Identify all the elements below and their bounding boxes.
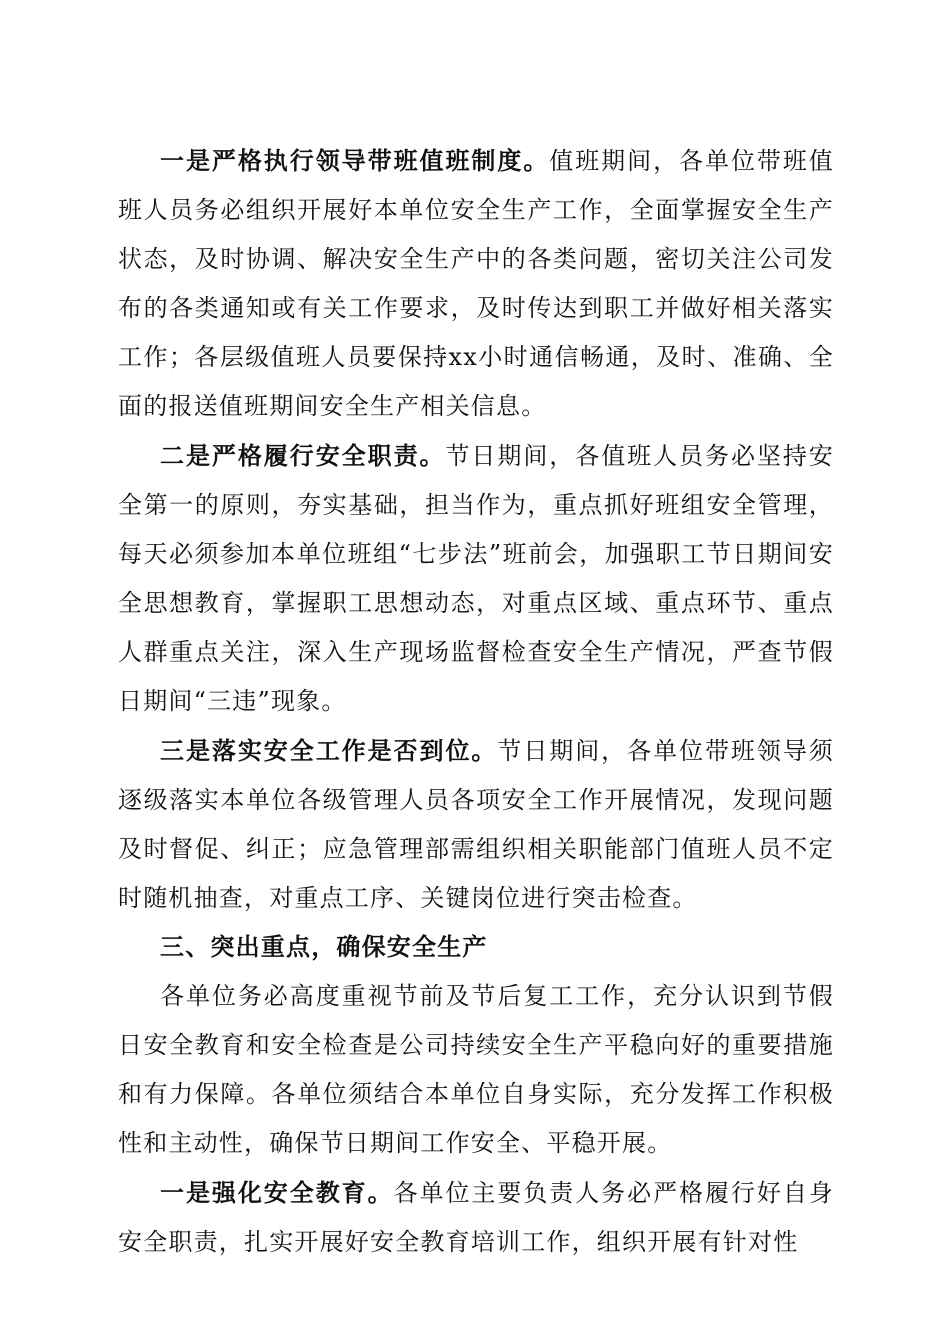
paragraph-safety-education xyxy=(118,1168,834,1267)
paragraph-duty-system xyxy=(118,136,834,431)
paragraph-safety-duties xyxy=(118,431,834,726)
paragraph-text: 节日期间，各值班人员务必坚持安全第一的原则，夯实基础，担当作为，重点抓好班组安全管理，每天必须参加本单位班组“七步法”班前会，加强职工节日期间安全思想教育，掌握职工思想动态，对重点区域、重点环节、重点人群重点关注，深入生产现场监督检查安全生产情况，严查节假日期间“三违”现象。 xyxy=(118,442,835,715)
paragraph-lead: 一是严格执行领导带班值班制度。 xyxy=(160,146,550,175)
paragraph-work-implementation xyxy=(118,726,834,923)
paragraph-text: 值班期间，各单位带班值班人员务必组织开展好本单位安全生产工作，全面掌握安全生产状态，及时协调、解决安全生产中的各类问题，密切关注公司发布的各类通知或有关工作要求，及时传达到职工并做好相关落实工作；各层级值班人员要保持xx小时通信畅通，及时、准确、全面的报送值班期间安全生产相关信息。 xyxy=(118,147,834,420)
paragraph-text: 各单位主要负责人务必严格履行好自身安全职责，扎实开展好安全教育培训工作，组织开展有针对性 xyxy=(118,1179,834,1256)
paragraph-lead: 三是落实安全工作是否到位。 xyxy=(160,736,498,765)
paragraph-text: 节日期间，各单位带班领导须逐级落实本单位各级管理人员各项安全工作开展情况，发现问题及时督促、纠正；应急管理部需组织相关职能部门值班人员不定时随机抽查，对重点工序、关键岗位进行突击检查。 xyxy=(118,737,834,912)
paragraph-lead: 二是严格履行安全职责。 xyxy=(160,441,446,470)
section-intro-paragraph: 各单位务必高度重视节前及节后复工工作，充分认识到节假日安全教育和安全检查是公司持续安全生产平稳向好的重要措施和有力保障。各单位须结合本单位自身实际，充分发挥工作积极性和主动性，确保节日期间工作安全、平稳开展。 xyxy=(118,982,834,1157)
document-body xyxy=(118,136,834,1267)
section-heading: 三、突出重点，确保安全生产 xyxy=(160,933,488,961)
paragraph-lead: 一是强化安全教育。 xyxy=(160,1178,394,1207)
